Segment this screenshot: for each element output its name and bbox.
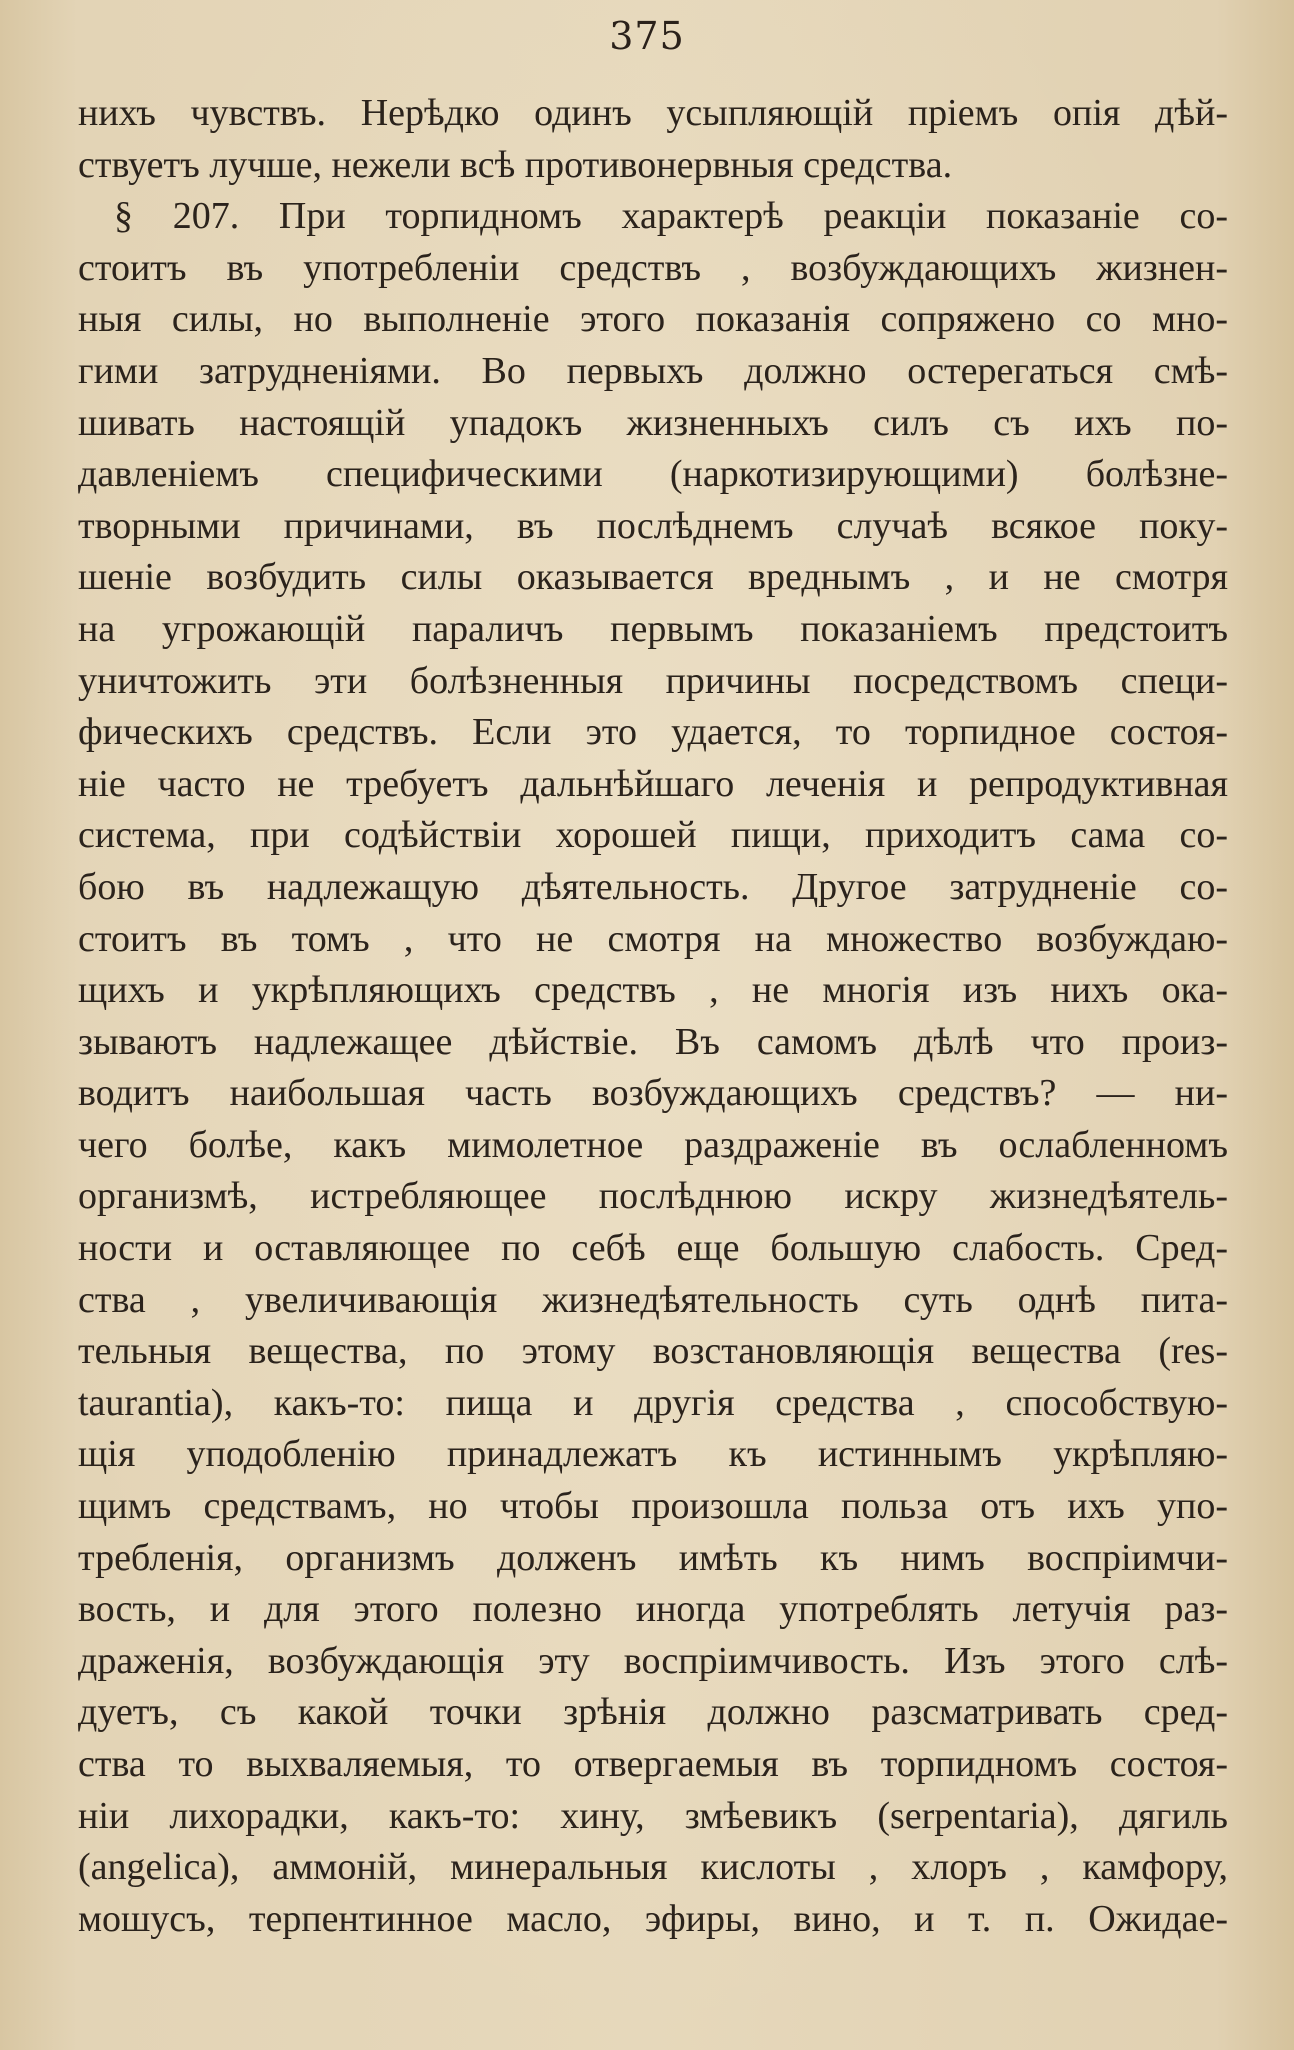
text-line: творными причинами, въ послѣднемъ случаѣ всякое поку-	[78, 504, 1228, 547]
text-line: зываютъ надлежащее дѣйствіе. Въ самомъ дѣлѣ что произ-	[78, 1020, 1228, 1063]
text-line: taurantia), какъ-то: пища и другія средства , способствую-	[78, 1381, 1228, 1424]
text-line: шеніе возбудить силы оказывается вреднымъ , и не смотря	[78, 556, 1228, 599]
text-line: ства , увеличивающія жизнедѣятельность суть однѣ пита-	[78, 1278, 1228, 1321]
text-line: шивать настоящій упадокъ жизненныхъ силъ съ ихъ по-	[78, 401, 1228, 444]
text-line: ности и оставляющее по себѣ еще большую слабость. Сред-	[78, 1227, 1228, 1270]
text-line: вость, и для этого полезно иногда употреблять летучія раз-	[78, 1588, 1228, 1631]
text-line: организмѣ, истребляющее послѣднюю искру жизнедѣятель-	[78, 1175, 1228, 1218]
text-line: тельныя вещества, по этому возстановляющія вещества (res-	[78, 1330, 1228, 1373]
text-line: стоитъ въ употребленіи средствъ , возбуждающихъ жизнен-	[78, 246, 1228, 289]
text-line: ніе часто не требуетъ дальнѣйшаго леченія и репродуктивная	[78, 762, 1228, 805]
text-line: давленіемъ специфическими (наркотизирующими) болѣзне-	[78, 453, 1228, 496]
text-line: мошусъ, терпентинное масло, эфиры, вино, и т. п. Ожидае-	[78, 1897, 1228, 1940]
text-line: гими затрудненіями. Во первыхъ должно остерегаться смѣ-	[78, 349, 1228, 392]
text-line: чего болѣе, какъ мимолетное раздраженіе въ ослабленномъ	[78, 1123, 1228, 1166]
body-text	[78, 88, 1228, 1945]
text-line: (angelica), аммоній, минеральныя кислоты , хлоръ , камфору,	[78, 1846, 1228, 1889]
text-line: уничтожить эти болѣзненныя причины посредствомъ специ-	[78, 659, 1228, 702]
text-line: ныя силы, но выполненіе этого показанія сопряжено со мно-	[78, 298, 1228, 341]
text-line: требленія, организмъ долженъ имѣть къ нимъ воспріимчи-	[78, 1536, 1228, 1579]
text-line: щимъ средствамъ, но чтобы произошла польза отъ ихъ упо-	[78, 1485, 1228, 1528]
text-line: ствуетъ лучше, нежели всѣ противонервныя средства.	[78, 143, 953, 186]
text-line: щихъ и укрѣпляющихъ средствъ , не многія изъ нихъ ока-	[78, 969, 1228, 1012]
text-line: нихъ чувствъ. Нерѣдко одинъ усыпляющій пріемъ опія дѣй-	[78, 92, 1228, 134]
section-heading-line: § 207. При торпидномъ характерѣ реакціи показаніе со-	[114, 195, 1228, 238]
text-line: водитъ наибольшая часть возбуждающихъ средствъ? — ни-	[78, 1072, 1228, 1115]
page-number: 375	[609, 14, 685, 58]
text-line: ніи лихорадки, какъ-то: хину, змѣевикъ (serpentaria), дягиль	[78, 1794, 1228, 1837]
text-line: на угрожающій параличъ первымъ показаніемъ предстоитъ	[78, 607, 1228, 650]
text-line: фическихъ средствъ. Если это удается, то торпидное состоя-	[78, 711, 1228, 754]
text-line: система, при содѣйствіи хорошей пищи, приходитъ сама со-	[78, 814, 1228, 857]
text-line: ства то выхваляемыя, то отвергаемыя въ торпидномъ состоя-	[78, 1743, 1228, 1785]
text-line: щія уподобленію принадлежатъ къ истиннымъ укрѣпляю-	[78, 1433, 1228, 1476]
text-line: дуетъ, съ какой точки зрѣнія должно разсматривать сред-	[78, 1691, 1228, 1734]
text-line: бою въ надлежащую дѣятельность. Другое затрудненіе со-	[78, 865, 1228, 908]
text-line: драженія, возбуждающія эту воспріимчивость. Изъ этого слѣ-	[78, 1639, 1228, 1682]
text-line: стоитъ въ томъ , что не смотря на множество возбуждаю-	[78, 917, 1228, 960]
